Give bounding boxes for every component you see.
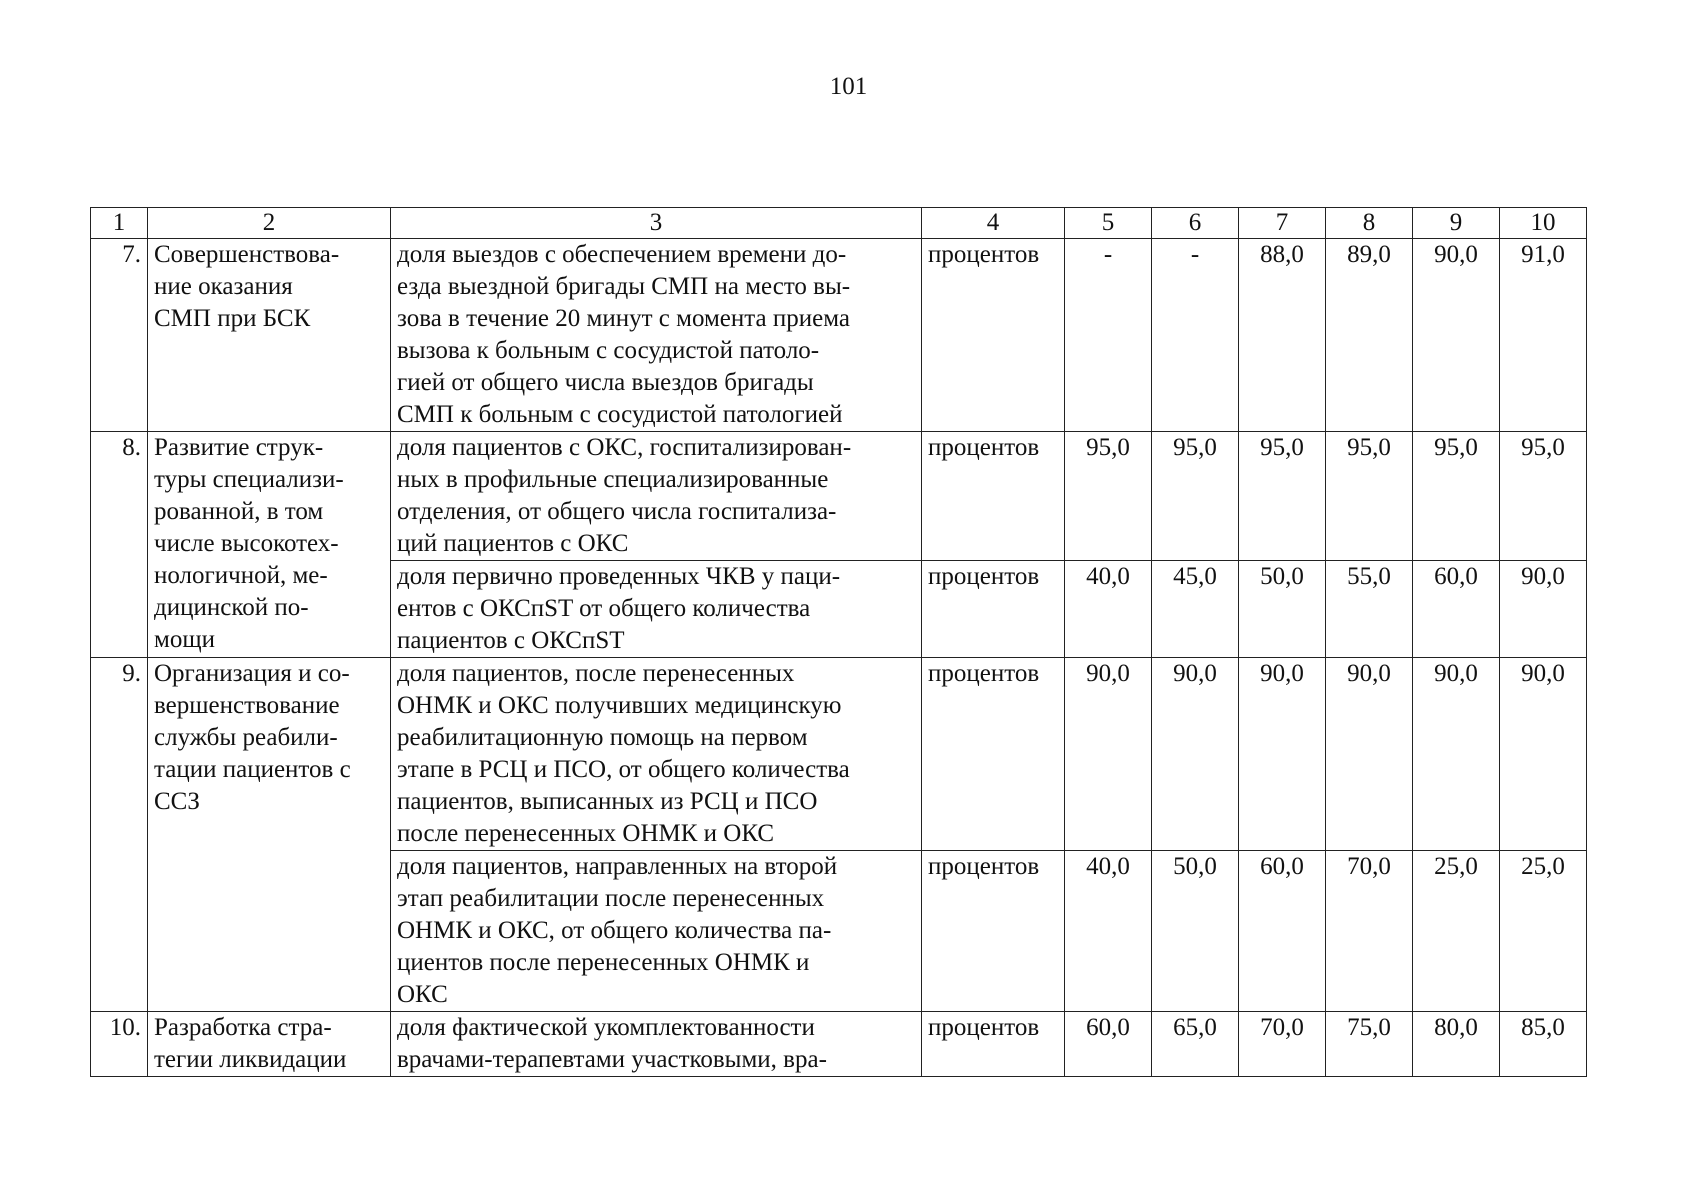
indicator-value: 91,0 <box>1521 241 1565 268</box>
indicator-cell <box>391 561 922 658</box>
value-cell <box>1413 239 1500 432</box>
indicator-text-line: ОНМК и ОКС получивших медицинскую <box>397 692 842 719</box>
task-text-line: ССЗ <box>154 788 200 815</box>
indicator-cell <box>391 432 922 561</box>
indicator-value: 40,0 <box>1086 563 1130 590</box>
indicator-text-line: доля пациентов с ОКС, госпитализирован- <box>397 434 852 461</box>
indicator-value: 75,0 <box>1347 1014 1391 1041</box>
column-header: 2 <box>148 208 391 239</box>
indicator-value: 55,0 <box>1347 563 1391 590</box>
indicator-value: 60,0 <box>1434 563 1478 590</box>
indicator-text-line: вызова к больным с сосудистой патоло- <box>397 337 820 364</box>
task-cell <box>148 658 391 1012</box>
indicator-text-line: пациентов, выписанных из РСЦ и ПСО <box>397 788 818 815</box>
unit-cell <box>922 561 1065 658</box>
value-cell <box>1152 432 1239 561</box>
indicator-text-line: доля пациентов, после перенесенных <box>397 660 795 687</box>
indicator-value: 90,0 <box>1347 660 1391 687</box>
task-text-line: дицинской по- <box>154 594 309 621</box>
column-header: 3 <box>391 208 922 239</box>
row-number-cell <box>91 432 148 658</box>
value-cell <box>1239 561 1326 658</box>
row-number: 8. <box>122 434 141 461</box>
table-body <box>91 208 1587 1077</box>
indicator-text-line: отделения, от общего числа госпитализа- <box>397 498 837 525</box>
value-cell <box>1326 1012 1413 1077</box>
value-cell <box>1065 239 1152 432</box>
indicator-text-line: доля выездов с обеспечением времени до- <box>397 241 847 268</box>
value-cell <box>1065 658 1152 851</box>
unit-text: процентов <box>928 660 1040 687</box>
value-cell <box>1152 658 1239 851</box>
indicator-text-line: езда выездной бригады СМП на место вы- <box>397 273 851 300</box>
value-cell <box>1500 1012 1587 1077</box>
task-text-line: Развитие струк- <box>154 434 324 461</box>
task-text-line: туры специализи- <box>154 466 344 493</box>
unit-text: процентов <box>928 563 1040 590</box>
indicator-text-line: ОКС <box>397 981 448 1008</box>
table-header-row <box>91 208 1587 239</box>
page-number: 101 <box>829 73 868 100</box>
task-text-line: Разработка стра- <box>154 1014 332 1041</box>
value-cell <box>1239 1012 1326 1077</box>
indicator-value: 60,0 <box>1086 1014 1130 1041</box>
indicator-value: 89,0 <box>1347 241 1391 268</box>
value-cell <box>1326 561 1413 658</box>
indicator-value: 90,0 <box>1521 563 1565 590</box>
indicator-value: 90,0 <box>1521 660 1565 687</box>
indicator-value: 70,0 <box>1260 1014 1304 1041</box>
value-cell <box>1413 658 1500 851</box>
indicator-text-line: пациентов с ОКСпST <box>397 627 625 654</box>
unit-cell <box>922 239 1065 432</box>
value-cell <box>1326 239 1413 432</box>
indicator-value: 80,0 <box>1434 1014 1478 1041</box>
indicator-value: 95,0 <box>1434 434 1478 461</box>
indicator-text-line: врачами-терапевтами участковыми, вра- <box>397 1046 827 1073</box>
table-row <box>91 239 1587 432</box>
task-text-line: Совершенствова- <box>154 241 340 268</box>
indicator-text-line: ных в профильные специализированные <box>397 466 829 493</box>
value-cell <box>1065 561 1152 658</box>
indicator-value: 65,0 <box>1173 1014 1217 1041</box>
row-number-cell <box>91 239 148 432</box>
row-number: 9. <box>122 660 141 687</box>
indicator-cell <box>391 1012 922 1077</box>
indicator-value: 90,0 <box>1434 660 1478 687</box>
indicator-text-line: СМП к больным с сосудистой патологией <box>397 401 843 428</box>
indicator-text-line: гией от общего числа выездов бригады <box>397 369 814 396</box>
indicator-text-line: доля фактической укомплектованности <box>397 1014 815 1041</box>
indicator-text-line: этап реабилитации после перенесенных <box>397 885 825 912</box>
task-cell <box>148 1012 391 1077</box>
value-cell <box>1500 432 1587 561</box>
row-number: 10. <box>109 1014 141 1041</box>
indicator-text-line: реабилитационную помощь на первом <box>397 724 808 751</box>
table-row <box>91 432 1587 561</box>
indicator-value: - <box>1190 241 1200 268</box>
indicator-value: 50,0 <box>1173 853 1217 880</box>
value-cell <box>1239 658 1326 851</box>
task-text-line: нологичной, ме- <box>154 562 328 589</box>
indicator-value: 95,0 <box>1347 434 1391 461</box>
unit-cell <box>922 851 1065 1012</box>
unit-text: процентов <box>928 853 1040 880</box>
indicator-text-line: после перенесенных ОНМК и ОКС <box>397 820 775 847</box>
indicators-table <box>90 207 1587 1077</box>
indicator-value: 50,0 <box>1260 563 1304 590</box>
value-cell <box>1065 432 1152 561</box>
value-cell <box>1500 851 1587 1012</box>
indicator-value: 88,0 <box>1260 241 1304 268</box>
task-text-line: числе высокотех- <box>154 530 339 557</box>
column-header: 8 <box>1326 208 1413 239</box>
value-cell <box>1326 432 1413 561</box>
indicator-text-line: ций пациентов с ОКС <box>397 530 629 557</box>
indicator-value: 90,0 <box>1260 660 1304 687</box>
column-header: 1 <box>91 208 148 239</box>
unit-text: процентов <box>928 241 1040 268</box>
column-header: 10 <box>1500 208 1587 239</box>
row-number: 7. <box>122 241 141 268</box>
value-cell <box>1152 561 1239 658</box>
unit-cell <box>922 658 1065 851</box>
indicator-value: 85,0 <box>1521 1014 1565 1041</box>
task-text-line: мощи <box>154 626 215 653</box>
indicator-text-line: ОНМК и ОКС, от общего количества па- <box>397 917 832 944</box>
indicator-text-line: циентов после перенесенных ОНМК и <box>397 949 810 976</box>
column-header: 7 <box>1239 208 1326 239</box>
indicator-text-line: этапе в РСЦ и ПСО, от общего количества <box>397 756 850 783</box>
value-cell <box>1152 239 1239 432</box>
value-cell <box>1413 432 1500 561</box>
unit-cell <box>922 1012 1065 1077</box>
value-cell <box>1065 851 1152 1012</box>
task-text-line: СМП при БСК <box>154 305 311 332</box>
indicator-value: 45,0 <box>1173 563 1217 590</box>
indicator-text-line: ентов с ОКСпST от общего количества <box>397 595 811 622</box>
indicator-value: 95,0 <box>1173 434 1217 461</box>
value-cell <box>1413 1012 1500 1077</box>
task-cell <box>148 432 391 658</box>
task-text-line: рованной, в том <box>154 498 324 525</box>
value-cell <box>1152 1012 1239 1077</box>
column-header: 5 <box>1065 208 1152 239</box>
task-text-line: тегии ликвидации <box>154 1046 347 1073</box>
task-text-line: тации пациентов с <box>154 756 351 783</box>
indicator-value: 90,0 <box>1173 660 1217 687</box>
indicator-value: 95,0 <box>1521 434 1565 461</box>
indicator-value: 60,0 <box>1260 853 1304 880</box>
indicator-value: 95,0 <box>1086 434 1130 461</box>
value-cell <box>1239 851 1326 1012</box>
value-cell <box>1065 1012 1152 1077</box>
value-cell <box>1500 561 1587 658</box>
table-row <box>91 1012 1587 1077</box>
indicator-text-line: доля пациентов, направленных на второй <box>397 853 838 880</box>
task-cell <box>148 239 391 432</box>
indicator-value: - <box>1103 241 1113 268</box>
value-cell <box>1152 851 1239 1012</box>
indicator-value: 90,0 <box>1434 241 1478 268</box>
unit-text: процентов <box>928 434 1040 461</box>
indicator-text-line: зова в течение 20 минут с момента приема <box>397 305 850 332</box>
indicator-value: 95,0 <box>1260 434 1304 461</box>
indicator-cell <box>391 658 922 851</box>
indicator-value: 70,0 <box>1347 853 1391 880</box>
indicator-value: 25,0 <box>1434 853 1478 880</box>
unit-cell <box>922 432 1065 561</box>
value-cell <box>1326 851 1413 1012</box>
task-text-line: службы реабили- <box>154 724 338 751</box>
table-row <box>91 658 1587 851</box>
indicator-cell <box>391 851 922 1012</box>
column-header: 9 <box>1413 208 1500 239</box>
value-cell <box>1500 239 1587 432</box>
task-text-line: ние оказания <box>154 273 293 300</box>
indicator-value: 25,0 <box>1521 853 1565 880</box>
task-text-line: Организация и со- <box>154 660 350 687</box>
indicator-value: 90,0 <box>1086 660 1130 687</box>
value-cell <box>1500 658 1587 851</box>
value-cell <box>1413 561 1500 658</box>
value-cell <box>1413 851 1500 1012</box>
indicator-text-line: доля первично проведенных ЧКВ у паци- <box>397 563 841 590</box>
column-header: 4 <box>922 208 1065 239</box>
indicator-cell <box>391 239 922 432</box>
column-header: 6 <box>1152 208 1239 239</box>
row-number-cell <box>91 658 148 1012</box>
value-cell <box>1239 432 1326 561</box>
task-text-line: вершенствование <box>154 692 340 719</box>
value-cell <box>1239 239 1326 432</box>
row-number-cell <box>91 1012 148 1077</box>
indicator-value: 40,0 <box>1086 853 1130 880</box>
value-cell <box>1326 658 1413 851</box>
unit-text: процентов <box>928 1014 1040 1041</box>
